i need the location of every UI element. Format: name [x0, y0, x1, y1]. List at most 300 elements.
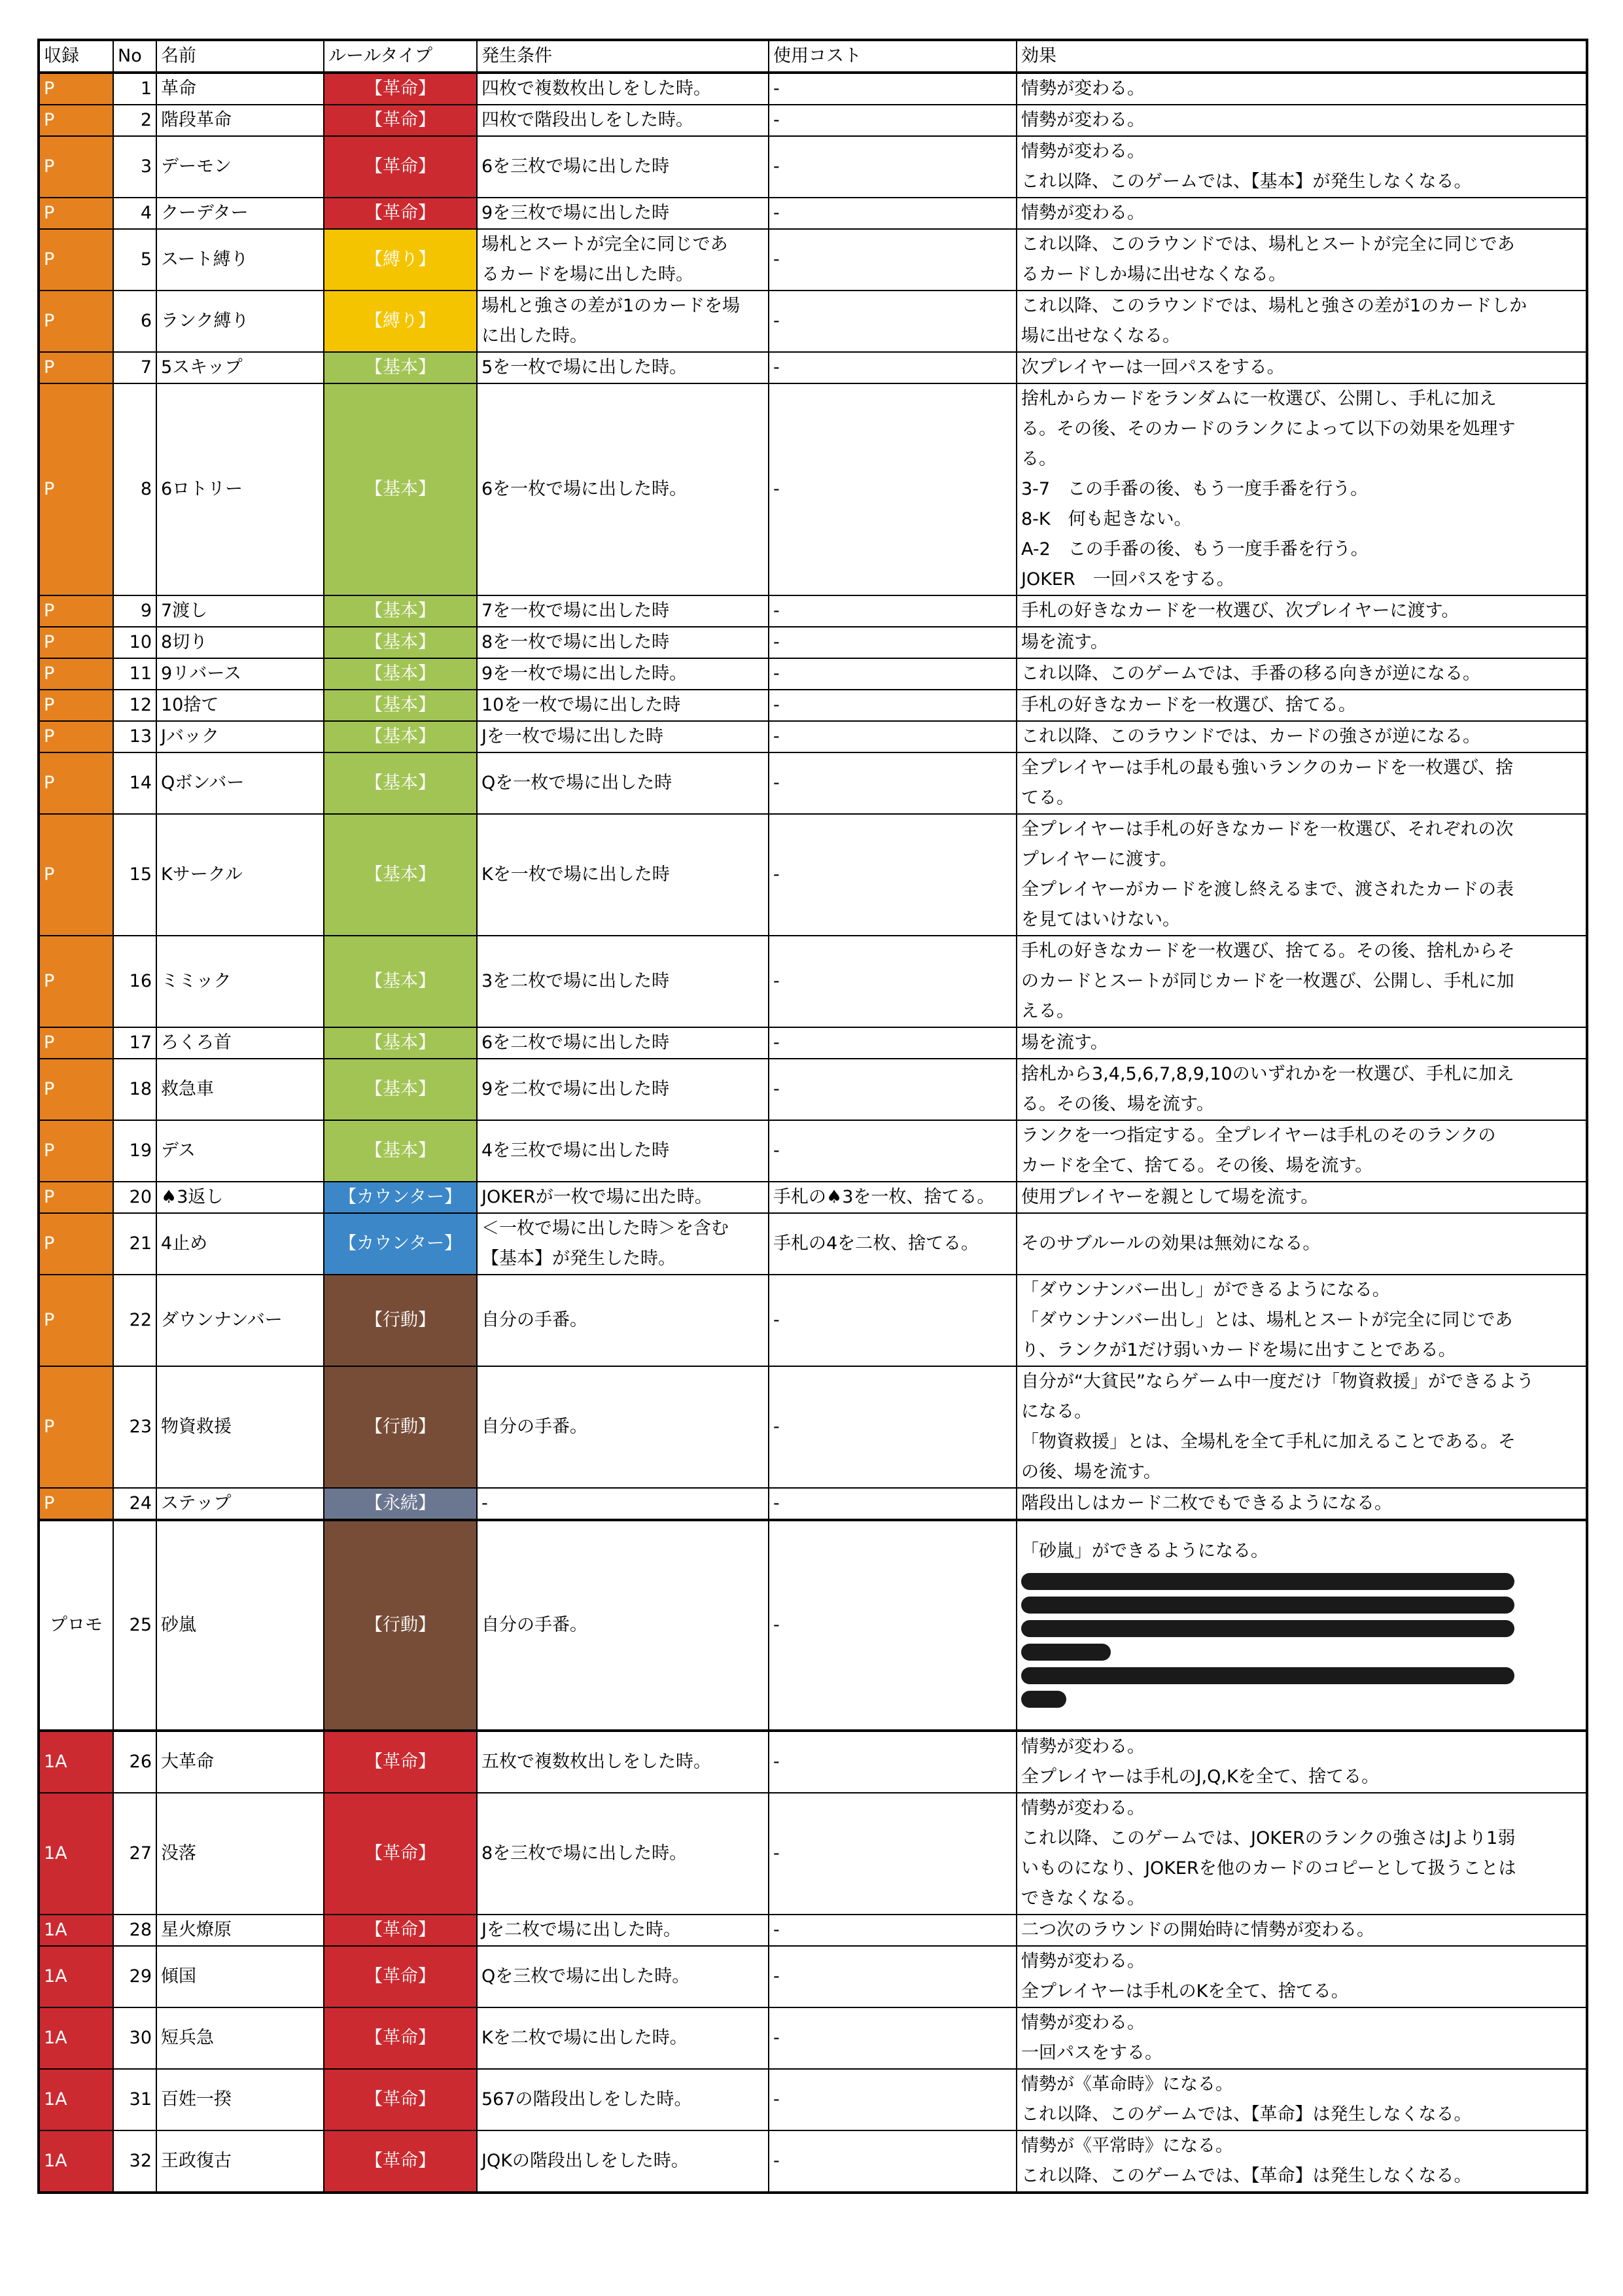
rule-type-badge: 【基本】: [324, 814, 477, 936]
name-cell: 階段革命: [156, 105, 324, 136]
cost-cell: -: [769, 1793, 1017, 1915]
text-line: を見てはいけない。: [1021, 910, 1180, 930]
text-line: 「ダウンナンバー出し」ができるようになる。: [1021, 1280, 1390, 1300]
text-line: できなくなる。: [1021, 1888, 1145, 1909]
effect-cell: [1017, 198, 1587, 229]
name-cell: 物資救援: [156, 1366, 324, 1488]
text-line: Kを一枚で場に出した時: [481, 864, 670, 885]
effect-cell: [1017, 1275, 1587, 1366]
text-line: 9を一枚で場に出した時。: [481, 663, 688, 684]
effect-cell: [1017, 352, 1587, 383]
text-line: これ以降、このゲームでは、【基本】が発生しなくなる。: [1021, 171, 1472, 192]
condition-cell: [477, 1915, 769, 1946]
text-line: 情勢が《平常時》になる。: [1021, 2136, 1233, 2156]
name-cell: 革命: [156, 73, 324, 105]
cost-cell: -: [769, 752, 1017, 814]
header-condition: 発生条件: [477, 40, 769, 73]
rule-type-badge: 【基本】: [324, 627, 477, 658]
source-cell: P: [39, 198, 113, 229]
text-line: 使用プレイヤーを親として場を流す。: [1021, 1187, 1319, 1207]
name-cell: 大革命: [156, 1731, 324, 1793]
name-cell: Kサークル: [156, 814, 324, 936]
effect-cell: [1017, 2007, 1587, 2069]
table-row: [39, 1946, 1587, 2007]
condition-cell: [477, 1731, 769, 1793]
effect-cell: [1017, 627, 1587, 658]
text-line: 情勢が《革命時》になる。: [1021, 2074, 1233, 2094]
text-line: 手札の好きなカードを一枚選び、次プレイヤーに渡す。: [1021, 601, 1459, 621]
text-line: 捨札から3,4,5,6,7,8,9,10のいずれかを一枚選び、手札に加え: [1021, 1064, 1514, 1084]
name-cell: 10捨て: [156, 690, 324, 721]
text-line: 場札と強さの差が1のカードを場: [481, 296, 741, 316]
rule-type-badge: 【永続】: [324, 1488, 477, 1520]
text-line: 6を一枚で場に出した時。: [481, 479, 688, 499]
name-cell: 9リバース: [156, 658, 324, 690]
condition-cell: [477, 1793, 769, 1915]
table-row: [39, 2130, 1587, 2193]
text-line: これ以降、このラウンドでは、場札とスートが完全に同じであ: [1021, 234, 1515, 255]
text-line: 全プレイヤーは手札のJ,Q,Kを全て、捨てる。: [1021, 1767, 1380, 1787]
rule-type-badge: 【革命】: [324, 1793, 477, 1915]
text-line: り、ランクが1だけ弱いカードを場に出すことである。: [1021, 1340, 1456, 1360]
text-line: 全プレイヤーは手札の最も強いランクのカードを一枚選び、捨: [1021, 758, 1513, 778]
cost-cell: -: [769, 2007, 1017, 2069]
table-row: [39, 2069, 1587, 2130]
redaction-bar: [1021, 1573, 1514, 1590]
text-line: になる。: [1021, 1402, 1092, 1422]
number-cell: 25: [113, 1520, 156, 1731]
condition-cell: [477, 2069, 769, 2130]
text-line: 全プレイヤーは手札のKを全て、捨てる。: [1021, 1981, 1349, 2002]
cost-cell: -: [769, 814, 1017, 936]
cost-cell: -: [769, 595, 1017, 627]
condition-cell: [477, 936, 769, 1027]
name-cell: ダウンナンバー: [156, 1275, 324, 1366]
effect-cell: [1017, 658, 1587, 690]
header-rule-type: ルールタイプ: [324, 40, 477, 73]
text-line: 自分の手番。: [481, 1615, 587, 1635]
cost-cell: -: [769, 352, 1017, 383]
source-cell: 1A: [39, 1793, 113, 1915]
effect-cell: [1017, 1915, 1587, 1946]
effect-cell: [1017, 1793, 1587, 1915]
text-line: 8を三枚で場に出した時。: [481, 1843, 688, 1863]
text-line: 一回パスをする。: [1021, 2043, 1162, 2063]
text-line: Qを一枚で場に出した時: [481, 773, 672, 793]
redaction-bar: [1021, 1620, 1514, 1637]
cost-cell: -: [769, 1027, 1017, 1059]
text-line: 8-K 何も起きない。: [1021, 509, 1192, 529]
effect-cell: [1017, 814, 1587, 936]
name-cell: 5スキップ: [156, 352, 324, 383]
text-line: 3を二枚で場に出した時: [481, 971, 670, 991]
text-line: 情勢が変わる。: [1021, 2013, 1145, 2033]
rule-type-badge: 【行動】: [324, 1366, 477, 1488]
name-cell: 7渡し: [156, 595, 324, 627]
table-row: [39, 814, 1587, 936]
table-row: [39, 136, 1587, 198]
effect-cell: [1017, 383, 1587, 595]
name-cell: 8切り: [156, 627, 324, 658]
table-row: [39, 1520, 1587, 1731]
table-row: [39, 291, 1587, 352]
text-line: 全プレイヤーは手札の好きなカードを一枚選び、それぞれの次: [1021, 819, 1514, 839]
number-cell: 22: [113, 1275, 156, 1366]
name-cell: ろくろ首: [156, 1027, 324, 1059]
text-line: 五枚で複数枚出しをした時。: [481, 1752, 711, 1772]
number-cell: 26: [113, 1731, 156, 1793]
text-line: 【基本】が発生した時。: [481, 1248, 676, 1269]
number-cell: 14: [113, 752, 156, 814]
text-line: これ以降、このゲームでは、【革命】は発生しなくなる。: [1021, 2104, 1472, 2125]
condition-cell: [477, 136, 769, 198]
condition-cell: [477, 73, 769, 105]
redaction-bar: [1021, 1597, 1514, 1614]
condition-cell: [477, 1488, 769, 1520]
table-row: [39, 198, 1587, 229]
rule-type-badge: 【基本】: [324, 936, 477, 1027]
source-cell: P: [39, 627, 113, 658]
cost-cell: -: [769, 658, 1017, 690]
header-row: [39, 40, 1587, 73]
cost-cell: -: [769, 2069, 1017, 2130]
text-line: JOKER 一回パスをする。: [1021, 569, 1234, 590]
effect-cell: [1017, 1213, 1587, 1275]
text-line: Kを二枚で場に出した時。: [481, 2028, 688, 2048]
effect-cell: [1017, 1120, 1587, 1182]
text-line: JOKERが一枚で場に出た時。: [481, 1187, 712, 1207]
text-line: 次プレイヤーは一回パスをする。: [1021, 357, 1285, 378]
table-row: [39, 752, 1587, 814]
text-line: 自分の手番。: [481, 1310, 587, 1330]
source-cell: P: [39, 1059, 113, 1120]
table-row: [39, 2007, 1587, 2069]
rule-type-badge: 【革命】: [324, 136, 477, 198]
text-line: A-2 この手番の後、もう一度手番を行う。: [1021, 539, 1369, 559]
text-line: そのサブルールの効果は無効になる。: [1021, 1233, 1321, 1254]
cost-cell: -: [769, 2130, 1017, 2193]
name-cell: デーモン: [156, 136, 324, 198]
text-line: てる。: [1021, 788, 1074, 808]
number-cell: 28: [113, 1915, 156, 1946]
source-cell: P: [39, 752, 113, 814]
source-cell: P: [39, 352, 113, 383]
effect-cell: [1017, 1366, 1587, 1488]
source-cell: 1A: [39, 2130, 113, 2193]
condition-cell: [477, 2007, 769, 2069]
text-line: 自分の手番。: [481, 1417, 587, 1437]
table-row: [39, 595, 1587, 627]
table-row: [39, 1275, 1587, 1366]
text-line: Qを三枚で場に出した時。: [481, 1966, 690, 1987]
text-line: プレイヤーに渡す。: [1021, 849, 1178, 870]
condition-cell: [477, 690, 769, 721]
source-cell: P: [39, 291, 113, 352]
condition-cell: [477, 229, 769, 291]
number-cell: 1: [113, 73, 156, 105]
condition-cell: [477, 752, 769, 814]
effect-cell: [1017, 2069, 1587, 2130]
text-line: 場を流す。: [1021, 1033, 1108, 1053]
effect-cell: [1017, 1946, 1587, 2007]
text-line: 階段出しはカード二枚でもできるようになる。: [1021, 1493, 1392, 1513]
name-cell: 救急車: [156, 1059, 324, 1120]
source-cell: P: [39, 1366, 113, 1488]
table-row: [39, 1366, 1587, 1488]
rule-type-badge: 【革命】: [324, 2007, 477, 2069]
effect-cell: [1017, 936, 1587, 1027]
source-cell: 1A: [39, 2007, 113, 2069]
name-cell: 砂嵐: [156, 1520, 324, 1731]
source-cell: P: [39, 814, 113, 936]
effect-cell: [1017, 1731, 1587, 1793]
cost-cell: -: [769, 1520, 1017, 1731]
cost-cell: -: [769, 1946, 1017, 2007]
text-line: これ以降、このラウンドでは、場札と強さの差が1のカードしか: [1021, 296, 1527, 316]
condition-cell: [477, 627, 769, 658]
name-cell: クーデター: [156, 198, 324, 229]
text-line: 場に出せなくなる。: [1021, 326, 1180, 346]
name-cell: Qボンバー: [156, 752, 324, 814]
cost-cell: -: [769, 1366, 1017, 1488]
number-cell: 4: [113, 198, 156, 229]
table-row: [39, 1213, 1587, 1275]
source-cell: P: [39, 136, 113, 198]
condition-cell: [477, 1366, 769, 1488]
source-cell: P: [39, 105, 113, 136]
rule-type-badge: 【革命】: [324, 198, 477, 229]
cost-cell: -: [769, 1488, 1017, 1520]
table-row: [39, 936, 1587, 1027]
text-line: 3-7 この手番の後、もう一度手番を行う。: [1021, 479, 1369, 499]
number-cell: 11: [113, 658, 156, 690]
text-line: これ以降、このゲームでは、JOKERのランクの強さはJより1弱: [1021, 1828, 1516, 1848]
effect-cell: [1017, 136, 1587, 198]
number-cell: 18: [113, 1059, 156, 1120]
number-cell: 6: [113, 291, 156, 352]
text-line: 情勢が変わる。: [1021, 79, 1145, 99]
redaction-bar: [1021, 1667, 1514, 1684]
text-line: 6を二枚で場に出した時: [481, 1033, 670, 1053]
text-line: 10を一枚で場に出した時: [481, 695, 681, 715]
number-cell: 24: [113, 1488, 156, 1520]
rule-type-badge: 【基本】: [324, 352, 477, 383]
name-cell: 4止め: [156, 1213, 324, 1275]
cost-cell: -: [769, 690, 1017, 721]
text-line: これ以降、このゲームでは、手番の移る向きが逆になる。: [1021, 663, 1480, 684]
text-line: える。: [1021, 1001, 1074, 1021]
table-row: [39, 1027, 1587, 1059]
condition-cell: [477, 1213, 769, 1275]
rule-type-badge: 【基本】: [324, 1120, 477, 1182]
table-body: [39, 73, 1587, 2193]
rule-type-badge: 【基本】: [324, 690, 477, 721]
text-line: のカードとスートが同じカードを一枚選び、公開し、手札に加: [1021, 971, 1514, 991]
text-line: Jを二枚で場に出した時。: [481, 1920, 681, 1940]
effect-cell: [1017, 690, 1587, 721]
condition-cell: [477, 1275, 769, 1366]
table-row: [39, 1793, 1587, 1915]
number-cell: 30: [113, 2007, 156, 2069]
text-line: これ以降、このゲームでは、【革命】は発生しなくなる。: [1021, 2166, 1472, 2186]
rule-type-badge: 【基本】: [324, 1059, 477, 1120]
table-row: [39, 1915, 1587, 1946]
condition-cell: [477, 1520, 769, 1731]
effect-cell: [1017, 1059, 1587, 1120]
source-cell: P: [39, 1120, 113, 1182]
text-line: る。: [1021, 449, 1056, 469]
number-cell: 13: [113, 721, 156, 752]
source-cell: P: [39, 1275, 113, 1366]
text-line: 情勢が変わる。: [1021, 1951, 1145, 1971]
cost-cell: -: [769, 1915, 1017, 1946]
number-cell: 31: [113, 2069, 156, 2130]
rule-type-badge: 【基本】: [324, 595, 477, 627]
text-line: 情勢が変わる。: [1021, 141, 1145, 162]
text-line: 二つ次のラウンドの開始時に情勢が変わる。: [1021, 1920, 1374, 1940]
effect-cell: [1017, 1520, 1587, 1731]
rule-type-badge: 【行動】: [324, 1520, 477, 1731]
rule-type-badge: 【革命】: [324, 1915, 477, 1946]
text-line: 全プレイヤーがカードを渡し終えるまで、渡されたカードの表: [1021, 879, 1514, 900]
name-cell: 6ロトリー: [156, 383, 324, 595]
table-row: [39, 1731, 1587, 1793]
number-cell: 16: [113, 936, 156, 1027]
cost-cell: -: [769, 1120, 1017, 1182]
source-cell: 1A: [39, 1915, 113, 1946]
rule-type-badge: 【カウンター】: [324, 1182, 477, 1213]
rule-type-badge: 【縛り】: [324, 229, 477, 291]
rule-type-badge: 【革命】: [324, 73, 477, 105]
number-cell: 29: [113, 1946, 156, 2007]
text-line: 9を三枚で場に出した時: [481, 203, 670, 223]
header-effect: 効果: [1017, 40, 1587, 73]
name-cell: 百姓一揆: [156, 2069, 324, 2130]
condition-cell: [477, 658, 769, 690]
rule-type-badge: 【革命】: [324, 105, 477, 136]
cost-cell: -: [769, 229, 1017, 291]
text-line: -: [481, 1493, 488, 1513]
effect-cell: [1017, 1488, 1587, 1520]
rule-type-badge: 【縛り】: [324, 291, 477, 352]
effect-cell: [1017, 721, 1587, 752]
text-line: 手札の好きなカードを一枚選び、捨てる。: [1021, 695, 1356, 715]
number-cell: 19: [113, 1120, 156, 1182]
number-cell: 20: [113, 1182, 156, 1213]
rule-type-badge: 【革命】: [324, 1946, 477, 2007]
text-line: いものになり、JOKERを他のカードのコピーとして扱うことは: [1021, 1858, 1516, 1879]
redaction-bar: [1021, 1644, 1111, 1661]
rule-type-badge: 【基本】: [324, 383, 477, 595]
cost-cell: -: [769, 1731, 1017, 1793]
text-line: る。その後、場を流す。: [1021, 1094, 1214, 1114]
number-cell: 8: [113, 383, 156, 595]
source-cell: P: [39, 595, 113, 627]
text-line: JQKの階段出しをした時。: [481, 2151, 689, 2171]
number-cell: 15: [113, 814, 156, 936]
table-row: [39, 658, 1587, 690]
name-cell: 短兵急: [156, 2007, 324, 2069]
number-cell: 5: [113, 229, 156, 291]
source-cell: 1A: [39, 1731, 113, 1793]
header-no: No: [113, 40, 156, 73]
rule-type-badge: 【基本】: [324, 752, 477, 814]
effect-cell: [1017, 73, 1587, 105]
source-cell: 1A: [39, 2069, 113, 2130]
source-cell: P: [39, 1182, 113, 1213]
source-cell: P: [39, 936, 113, 1027]
text-line: 自分が“大貧民”ならゲーム中一度だけ「物資救援」ができるよう: [1021, 1371, 1534, 1392]
rule-type-badge: 【基本】: [324, 721, 477, 752]
text-line: 4を三枚で場に出した時: [481, 1140, 670, 1161]
table-row: [39, 105, 1587, 136]
source-cell: P: [39, 658, 113, 690]
text-line: の後、場を流す。: [1021, 1462, 1161, 1482]
name-cell: ステップ: [156, 1488, 324, 1520]
condition-cell: [477, 814, 769, 936]
text-line: ＜一枚で場に出した時＞を含む: [481, 1218, 729, 1239]
name-cell: Jバック: [156, 721, 324, 752]
number-cell: 9: [113, 595, 156, 627]
text-line: 捨札からカードをランダムに一枚選び、公開し、手札に加え: [1021, 389, 1497, 409]
condition-cell: [477, 1182, 769, 1213]
number-cell: 21: [113, 1213, 156, 1275]
number-cell: 12: [113, 690, 156, 721]
condition-cell: [477, 198, 769, 229]
source-cell: P: [39, 690, 113, 721]
rule-type-badge: 【革命】: [324, 1731, 477, 1793]
number-cell: 32: [113, 2130, 156, 2193]
text-line: 情勢が変わる。: [1021, 203, 1145, 223]
condition-cell: [477, 352, 769, 383]
text-line: カードを全て、捨てる。その後、場を流す。: [1021, 1156, 1373, 1176]
text-line: 7を一枚で場に出した時: [481, 601, 670, 621]
number-cell: 10: [113, 627, 156, 658]
table-row: [39, 352, 1587, 383]
table-row: [39, 721, 1587, 752]
condition-cell: [477, 1120, 769, 1182]
table-row: [39, 1488, 1587, 1520]
effect-cell: [1017, 752, 1587, 814]
cost-cell: -: [769, 105, 1017, 136]
text-line: に出した時。: [481, 326, 587, 346]
condition-cell: [477, 721, 769, 752]
cost-cell: -: [769, 1059, 1017, 1120]
source-cell: P: [39, 1213, 113, 1275]
text-line: るカードを場に出した時。: [481, 264, 693, 285]
rule-type-badge: 【基本】: [324, 1027, 477, 1059]
header-source: 収録: [39, 40, 113, 73]
table-row: [39, 1120, 1587, 1182]
table-row: [39, 1059, 1587, 1120]
cost-cell: -: [769, 291, 1017, 352]
cost-cell: 手札の♠3を一枚、捨てる。: [769, 1182, 1017, 1213]
text-line: 「砂嵐」ができるようになる。: [1021, 1541, 1268, 1561]
cost-cell: -: [769, 383, 1017, 595]
effect-cell: [1017, 229, 1587, 291]
text-line: ランクを一つ指定する。全プレイヤーは手札のそのランクの: [1021, 1125, 1496, 1146]
text-line: 四枚で複数枚出しをした時。: [481, 79, 711, 99]
effect-cell: [1017, 1182, 1587, 1213]
condition-cell: [477, 2130, 769, 2193]
source-cell: P: [39, 73, 113, 105]
name-cell: 王政復古: [156, 2130, 324, 2193]
text-line: 「物資救援」とは、全場札を全て手札に加えることである。そ: [1021, 1432, 1516, 1452]
text-line: 8を一枚で場に出した時: [481, 632, 670, 652]
table-row: [39, 690, 1587, 721]
cost-cell: 手札の4を二枚、捨てる。: [769, 1213, 1017, 1275]
header-cost: 使用コスト: [769, 40, 1017, 73]
